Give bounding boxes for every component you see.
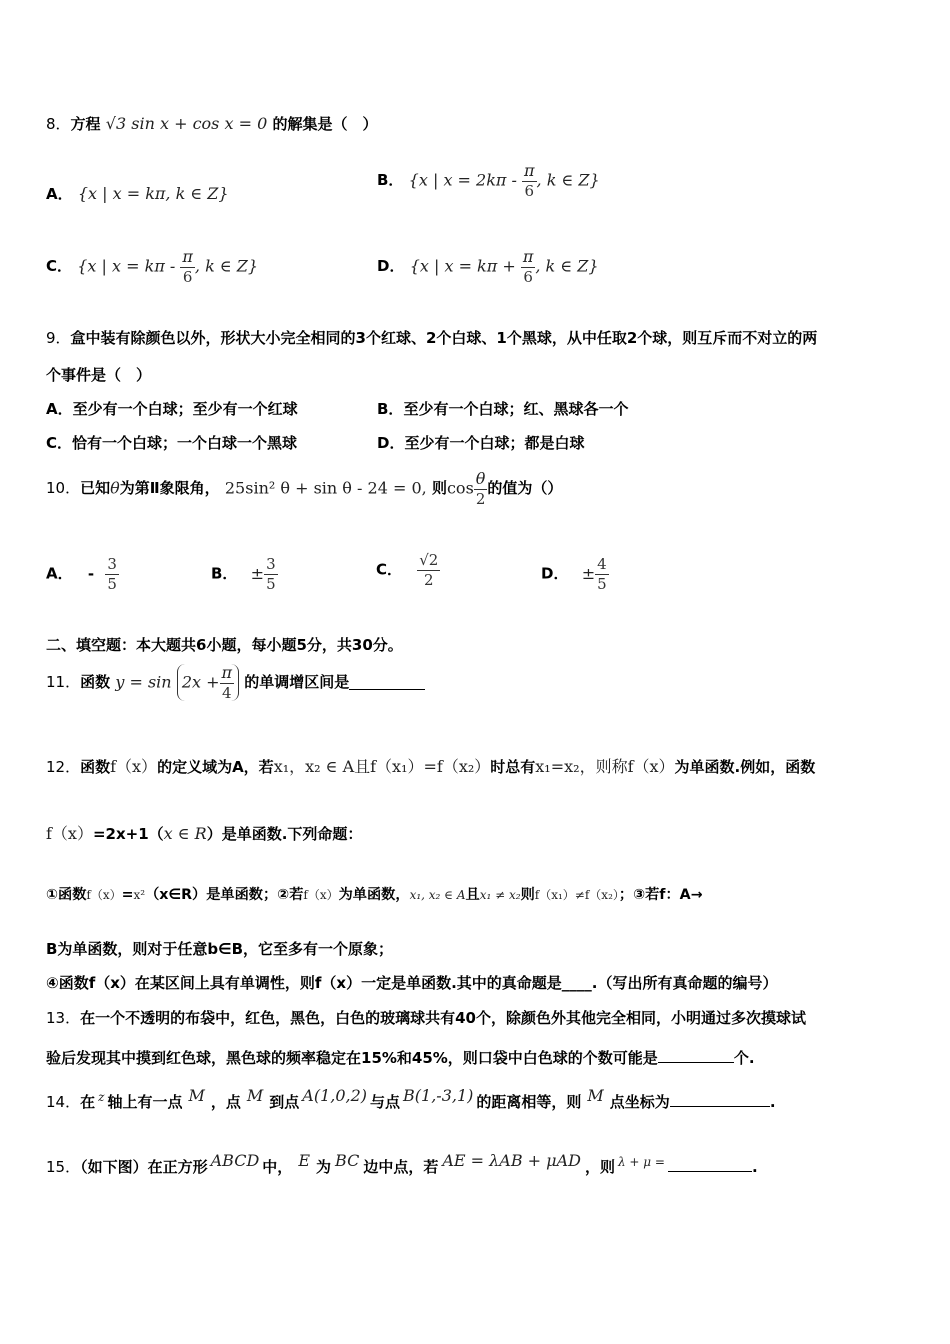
q13-text: 个.: [733, 1049, 755, 1067]
q14-math: M: [587, 1086, 604, 1105]
q15-text: 中，: [262, 1158, 293, 1176]
q15-number: 15．: [46, 1158, 81, 1176]
option-label: A．: [46, 564, 73, 583]
q12-text: 为单函数.例如，函数: [674, 758, 816, 776]
q15-text: .: [751, 1158, 758, 1176]
option-math-tail: , k ∈ Z}: [535, 256, 599, 276]
cos-function: cos: [446, 478, 474, 498]
option-label: D．: [377, 257, 405, 276]
q15-math: ABCD: [210, 1151, 260, 1170]
q9-number: 9．: [46, 329, 71, 347]
q13-number: 13．: [46, 1009, 81, 1027]
q12-math: f（x）: [110, 757, 158, 776]
q12-text: 则: [520, 887, 535, 903]
q8-option-c[interactable]: [46, 248, 258, 285]
q15-answer-blank[interactable]: [668, 1157, 752, 1172]
q12-text: ①函数: [46, 887, 87, 903]
q10-stem: [46, 470, 562, 507]
q14-text: 到点: [269, 1093, 300, 1111]
q11-stem: [46, 664, 425, 701]
q12-line4: B为单函数，则对于任意b∈B，它至多有一个原象；: [46, 940, 394, 958]
q10-text: 的值为（）: [487, 479, 563, 498]
q15-text: （如下图）在正方形: [80, 1158, 208, 1176]
q12-math: x₁=x₂，则称f（x）: [535, 757, 675, 776]
q12-math: x ∈ R: [163, 824, 207, 843]
q9-option-c[interactable]: [46, 436, 297, 451]
option-text: 至少有一个白球；都是白球: [404, 434, 585, 452]
q15-text: 边中点，若: [363, 1158, 439, 1176]
q13-text: 验后发现其中摸到红色球，黑色球的频率稳定在15%和45%，则口袋中白色球的个数可能是: [46, 1049, 658, 1067]
q14-math: B(1,-3,1): [403, 1086, 474, 1105]
q11-function: y = sin: [115, 672, 172, 692]
q12-math: x₁，x₂ ∈ A且f（x₁）=f（x₂）: [273, 757, 491, 776]
option-math: {x | x = 2kπ -: [408, 170, 523, 190]
q14-number: 14．: [46, 1093, 81, 1111]
q14-text: 的距离相等，则: [476, 1093, 582, 1111]
q14-text: 在: [80, 1093, 96, 1111]
q15-math: E: [298, 1151, 310, 1170]
theta-over-2: $\frac{\theta}{2}$: [475, 469, 486, 508]
option-label: C．: [46, 257, 73, 276]
option-fraction: $\frac{3}{5}$: [266, 555, 276, 593]
q12-math: f（x）: [46, 824, 93, 843]
option-math-tail: , k ∈ Z}: [536, 170, 600, 190]
option-text: 至少有一个白球；红、黑球各一个: [403, 400, 629, 418]
q12-text: 时总有: [490, 758, 536, 776]
q13-text: 在一个不透明的布袋中，红色，黑色，白色的玻璃球共有40个，除颜色外其他完全相同，小明通过多次摸球试: [80, 1009, 806, 1027]
q9-option-d[interactable]: [377, 436, 584, 451]
q14-math: M: [246, 1086, 264, 1105]
q12-text: 函数: [80, 758, 111, 776]
q13-line1: [46, 1011, 806, 1026]
option-label: B．: [211, 564, 238, 583]
q10-equation: 25sin² θ + sin θ - 24 = 0,: [224, 478, 427, 498]
option-text: 恰有一个白球；一个白球一个黑球: [72, 434, 298, 452]
option-math: {x | x = kπ, k ∈ Z}: [77, 184, 229, 203]
q12-number: 12．: [46, 758, 81, 776]
q12-math: x²: [133, 888, 146, 902]
q8-stem: [46, 116, 378, 132]
q14-text: 与点: [370, 1093, 401, 1111]
option-label: A．: [46, 185, 73, 203]
q8-option-a[interactable]: [46, 186, 229, 202]
q9-option-b[interactable]: [377, 402, 628, 417]
option-label: B．: [377, 400, 404, 418]
section-heading: 二、填空题：本大题共6小题，每小题5分，共30分。: [46, 636, 403, 654]
q8-option-b[interactable]: [377, 162, 600, 199]
q12-line2: [46, 826, 362, 842]
option-fraction: $\frac{√2}{2}$: [419, 551, 439, 589]
q15-math: λ + μ =: [617, 1155, 665, 1169]
q10-number: 10．: [46, 479, 81, 498]
q15-text: ，则: [584, 1158, 615, 1176]
pi-over-6: $\frac{\pi}{6}$: [524, 161, 535, 200]
q10-option-b[interactable]: [211, 556, 278, 592]
q11-text: 函数: [80, 673, 111, 692]
option-label: D．: [377, 434, 405, 452]
q12-text: ）是单函数.下列命题：: [206, 825, 363, 843]
q14-stem: [46, 1088, 776, 1110]
q8-post: 的解集是（ ）: [272, 115, 378, 133]
q14-math: M: [188, 1086, 205, 1105]
q12-text: （x∈R）是单函数；②若: [145, 887, 304, 903]
q11-number: 11．: [46, 673, 81, 692]
q14-text: 轴上有一点: [107, 1093, 183, 1111]
q8-equation: √3 sin x + cos x = 0: [105, 114, 268, 133]
q13-answer-blank[interactable]: [658, 1048, 734, 1063]
q9-stem-line2: 个事件是（ ）: [46, 366, 152, 384]
q15-math: BC: [335, 1151, 360, 1170]
option-sign: ±: [250, 564, 265, 583]
q10-option-a[interactable]: [46, 556, 119, 592]
q9-stem-line1: [46, 331, 817, 346]
q10-option-c[interactable]: [376, 552, 440, 588]
q12-text: =2x+1（: [92, 825, 164, 843]
q11-answer-blank[interactable]: [349, 675, 425, 690]
q12-text: 为单函数，: [338, 887, 410, 903]
q15-text: 为: [316, 1158, 332, 1176]
pi-over-6: $\frac{\pi}{6}$: [182, 247, 193, 286]
q14-text: ，点: [210, 1093, 241, 1111]
q12-line5: ④函数f（x）在某区间上具有单调性，则f（x）一定是单函数.其中的真命题是____.（写出所有真命题的编号）: [46, 974, 778, 992]
option-label: B．: [377, 171, 404, 190]
q12-text: =: [121, 887, 134, 903]
q8-option-d[interactable]: [377, 248, 599, 285]
q10-option-d[interactable]: [541, 556, 609, 592]
q15-math: AE = λAB + μAD: [442, 1151, 581, 1170]
pi-over-6: $\frac{\pi}{6}$: [522, 247, 534, 286]
q12-math: f（x）: [86, 888, 122, 902]
q14-text: .: [769, 1093, 776, 1111]
option-math: {x | x = kπ -: [77, 256, 181, 276]
q10-text: 则: [431, 479, 447, 498]
q12-text: ；③若f：A→: [618, 887, 703, 903]
option-sign: ±: [581, 564, 596, 583]
q11-text: 的单调增区间是: [244, 673, 350, 692]
q10-text: 为第Ⅱ象限角，: [119, 479, 220, 498]
q13-line2: [46, 1048, 755, 1066]
option-fraction: $\frac{3}{5}$: [107, 555, 117, 593]
option-sign: -: [87, 564, 95, 583]
q12-line3: [46, 888, 703, 902]
option-label: C．: [376, 560, 403, 579]
q12-text: 的定义域为A，若: [157, 758, 274, 776]
q14-text: 点坐标为: [609, 1093, 670, 1111]
q9-text: 盒中装有除颜色以外，形状大小完全相同的3个红球、2个白球、1个黑球，从中任取2个球，则互斥而不对立的两: [70, 329, 818, 347]
q14-answer-blank[interactable]: [670, 1092, 770, 1107]
q11-parentheses: 2x + $\frac{\pi}{4}$: [177, 664, 239, 701]
q10-text: 已知: [80, 479, 111, 498]
option-fraction: $\frac{4}{5}$: [597, 555, 607, 593]
q15-stem: [46, 1153, 758, 1175]
q8-pre: 方程: [70, 115, 101, 133]
q12-line1: [46, 759, 815, 775]
q14-math: z: [98, 1090, 105, 1104]
q9-option-a[interactable]: [46, 402, 298, 417]
theta-symbol: θ: [110, 478, 120, 498]
q8-number: 8．: [46, 115, 71, 133]
option-label: C．: [46, 434, 73, 452]
q12-math: x₁, x₂ ∈ A: [409, 888, 466, 902]
option-math-tail: , k ∈ Z}: [194, 256, 259, 276]
q12-math: f（x）: [303, 888, 339, 902]
q12-text: 且: [465, 887, 480, 903]
option-math: {x | x = kπ +: [409, 256, 521, 276]
q12-math: f（x₁）≠f（x₂）: [534, 888, 619, 902]
option-text: 至少有一个白球；至少有一个红球: [72, 400, 298, 418]
q12-math: x₁ ≠ x₂: [479, 888, 521, 902]
option-label: D．: [541, 564, 569, 583]
q14-math: A(1,0,2): [302, 1086, 368, 1105]
option-label: A．: [46, 400, 73, 418]
